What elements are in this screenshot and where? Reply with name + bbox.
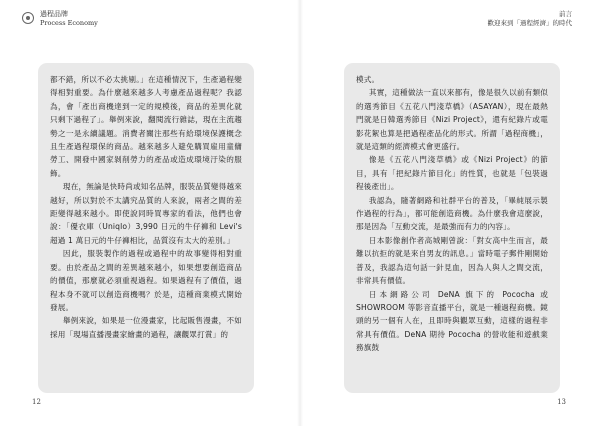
body-text-panel-right — [344, 63, 560, 393]
paragraph: 其實，這種做法一直以來都有，像是很久以前有類似的選秀節目《五花八門淺草橋》（ASAYAN），現在最熱門就是日韓選秀節目《Nizi Project》，還有紀錄片或電影花絮也算是把過程產品化的形式。所謂「過程商機」，就是這類的經濟模式會更盛行。 — [356, 88, 548, 152]
paragraph: 都不錯，所以不必太挑剔。」在這種情況下，生產過程變得相對重要。為什麼越來越多人考慮產品過程呢？我認為，會「產出商機達到一定的規模後，商品的差異化就只剩下過程了」。舉例來說，翻閱流行雜誌，現在主流趨勢之一是永續議題。消費者關注那些有給環境保護概念且生產過程環保的商品。越來越多人避免購買雇用童傭勞工、開發中國家剝削勞力的產品或造成環境汙染的服飾。 — [50, 75, 242, 178]
paragraph: 日本網路公司 DeNA 旗下的 Pococha 或 SHOWROOM 等影音直播平台，就是一種過程商機。鏡頭的另一個有人在，且即時與觀眾互動，這樣的過程非常具有價值。DeNA 期待 Pococha 的營收能和遊戲業務旗鼓 — [356, 289, 548, 353]
running-header-right — [488, 10, 573, 28]
paragraph: 我認為，隨著網路和社群平台的普及，「畢純展示製作過程的行為」，都可能創造商機。為什麼我會這麼說，那是因為「互動交流，是最強而有力的內容」。 — [356, 195, 548, 232]
brand-title: 過程品牌 — [40, 10, 68, 18]
brand-logo-icon — [22, 12, 34, 24]
paragraph: 舉例來說，如果是一位漫畫家，比起販售漫畫，不如採用「現場直播漫畫家繪畫的過程，讓觀眾打賞」的 — [50, 316, 242, 339]
paragraph: 模式。 — [356, 75, 380, 84]
chapter-label: 前言 — [559, 10, 572, 18]
chapter-title: 歡迎來到「過程經濟」的時代 — [487, 19, 572, 27]
running-header-left — [40, 10, 98, 28]
paragraph: 日本影像創作者高城剛曾說：「對女高中生而言，最難以抗拒的就是來自男友的訊息。」當時電子郵件剛開始普及，我認為這句話一針見血，因為人與人之間交流，非常具有價值。 — [356, 235, 548, 286]
page-number-left: 12 — [32, 398, 41, 406]
page-number-right: 13 — [557, 398, 566, 406]
brand-subtitle: Process Economy — [40, 19, 98, 27]
paragraph: 像是《五花八門淺草橋》或《Nizi Project》的節目，具有「把紀錄片節目化」的性質，也就是「包裝過程後產出」。 — [356, 155, 548, 192]
paragraph: 因此，服裝製作的過程或過程中的故事變得相對重要。由於產品之間的差異越來越小，如果想要創造商品的價值，那麼就必須重視過程。如果過程有了價值，過程本身不就可以創造商機嗎？於是，這種商業模式開始發展。 — [50, 249, 242, 312]
body-text-panel-left — [38, 63, 254, 393]
right-page — [300, 0, 600, 426]
paragraph: 現在，無論是快時尚或知名品牌，服裝品質變得越來越好，所以對於不太講究品質的人來說，兩者之間的差距變得越來越小。即使說同時買專家的看法，他們也會說：「優衣庫（Uniqlo）3,990 日元的牛仔褲和 Levi's 超過 1 萬日元的牛仔褲相比，品質沒有太大的差別。」 — [50, 182, 242, 245]
